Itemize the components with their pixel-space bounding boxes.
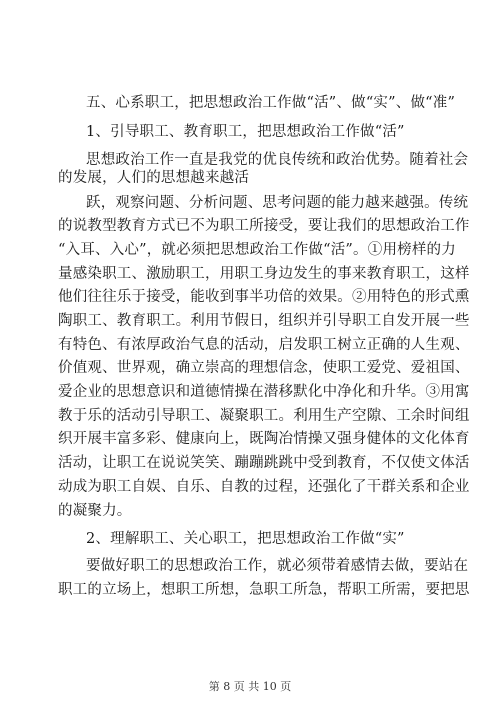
paragraph-line: 陶职工、教育职工。利用节假日，组织并引导职工自发开展一些 xyxy=(58,313,470,329)
paragraph-line: 跃，观察问题、分析问题、思考问题的能力越来越强。传统 xyxy=(86,195,469,211)
paragraph-line: 思想政治工作一直是我党的优良传统和政治优势。随着社会 xyxy=(86,152,469,168)
paragraph-line: 活动，让职工在说说笑笑、蹦蹦跳跳中受到教育，不仅使文体活 xyxy=(58,455,470,471)
paragraph-line: 的说教型教育方式已不为职工所接受，要让我们的思想政治工作 xyxy=(58,218,470,234)
paragraph-line: 有特色、有浓厚政治气息的活动，启发职工树立正确的人生观、 xyxy=(58,337,470,353)
subsection-heading: 1、引导职工、教育职工，把思想政治工作做“活” xyxy=(86,124,405,140)
paragraph-line: 织开展丰富多彩、健康向上，既陶冶情操又强身健体的文化体育 xyxy=(58,431,470,447)
section-heading: 五、心系职工，把思想政治工作做“活”、做“实”、做“准” xyxy=(86,95,456,111)
paragraph-line: 爱企业的思想意识和道德情操在潜移默化中净化和升华。③用寓 xyxy=(58,384,470,400)
paragraph-line: 职工的立场上，想职工所想，急职工所急，帮职工所需，要把思 xyxy=(58,582,470,598)
paragraph-line: 教于乐的活动引导职工、凝聚职工。利用生产空隙、工余时间组 xyxy=(58,408,470,424)
paragraph-line: 要做好职工的思想政治工作，就必须带着感情去做，要站在 xyxy=(86,558,469,574)
paragraph-line: 的发展，人们的思想越来越活 xyxy=(58,170,250,186)
paragraph-line: 他们往往乐于接受，能收到事半功倍的效果。②用特色的形式熏 xyxy=(58,289,470,305)
page-footer: 第 8 页 共 10 页 xyxy=(208,680,292,693)
paragraph-line: 的凝聚力。 xyxy=(58,503,132,519)
paragraph-line: “入耳、入心”，就必须把思想政治工作做“活”。①用榜样的力 xyxy=(58,242,456,258)
paragraph-line: 动成为职工自娱、自乐、自教的过程，还强化了干群关系和企业 xyxy=(58,479,470,495)
paragraph-line: 量感染职工、激励职工，用职工身边发生的事来教育职工，这样 xyxy=(58,266,470,282)
paragraph-line: 价值观、世界观，确立崇高的理想信念，使职工爱党、爱祖国、 xyxy=(58,360,470,376)
subsection-heading: 2、理解职工、关心职工，把思想政治工作做“实” xyxy=(86,531,405,547)
